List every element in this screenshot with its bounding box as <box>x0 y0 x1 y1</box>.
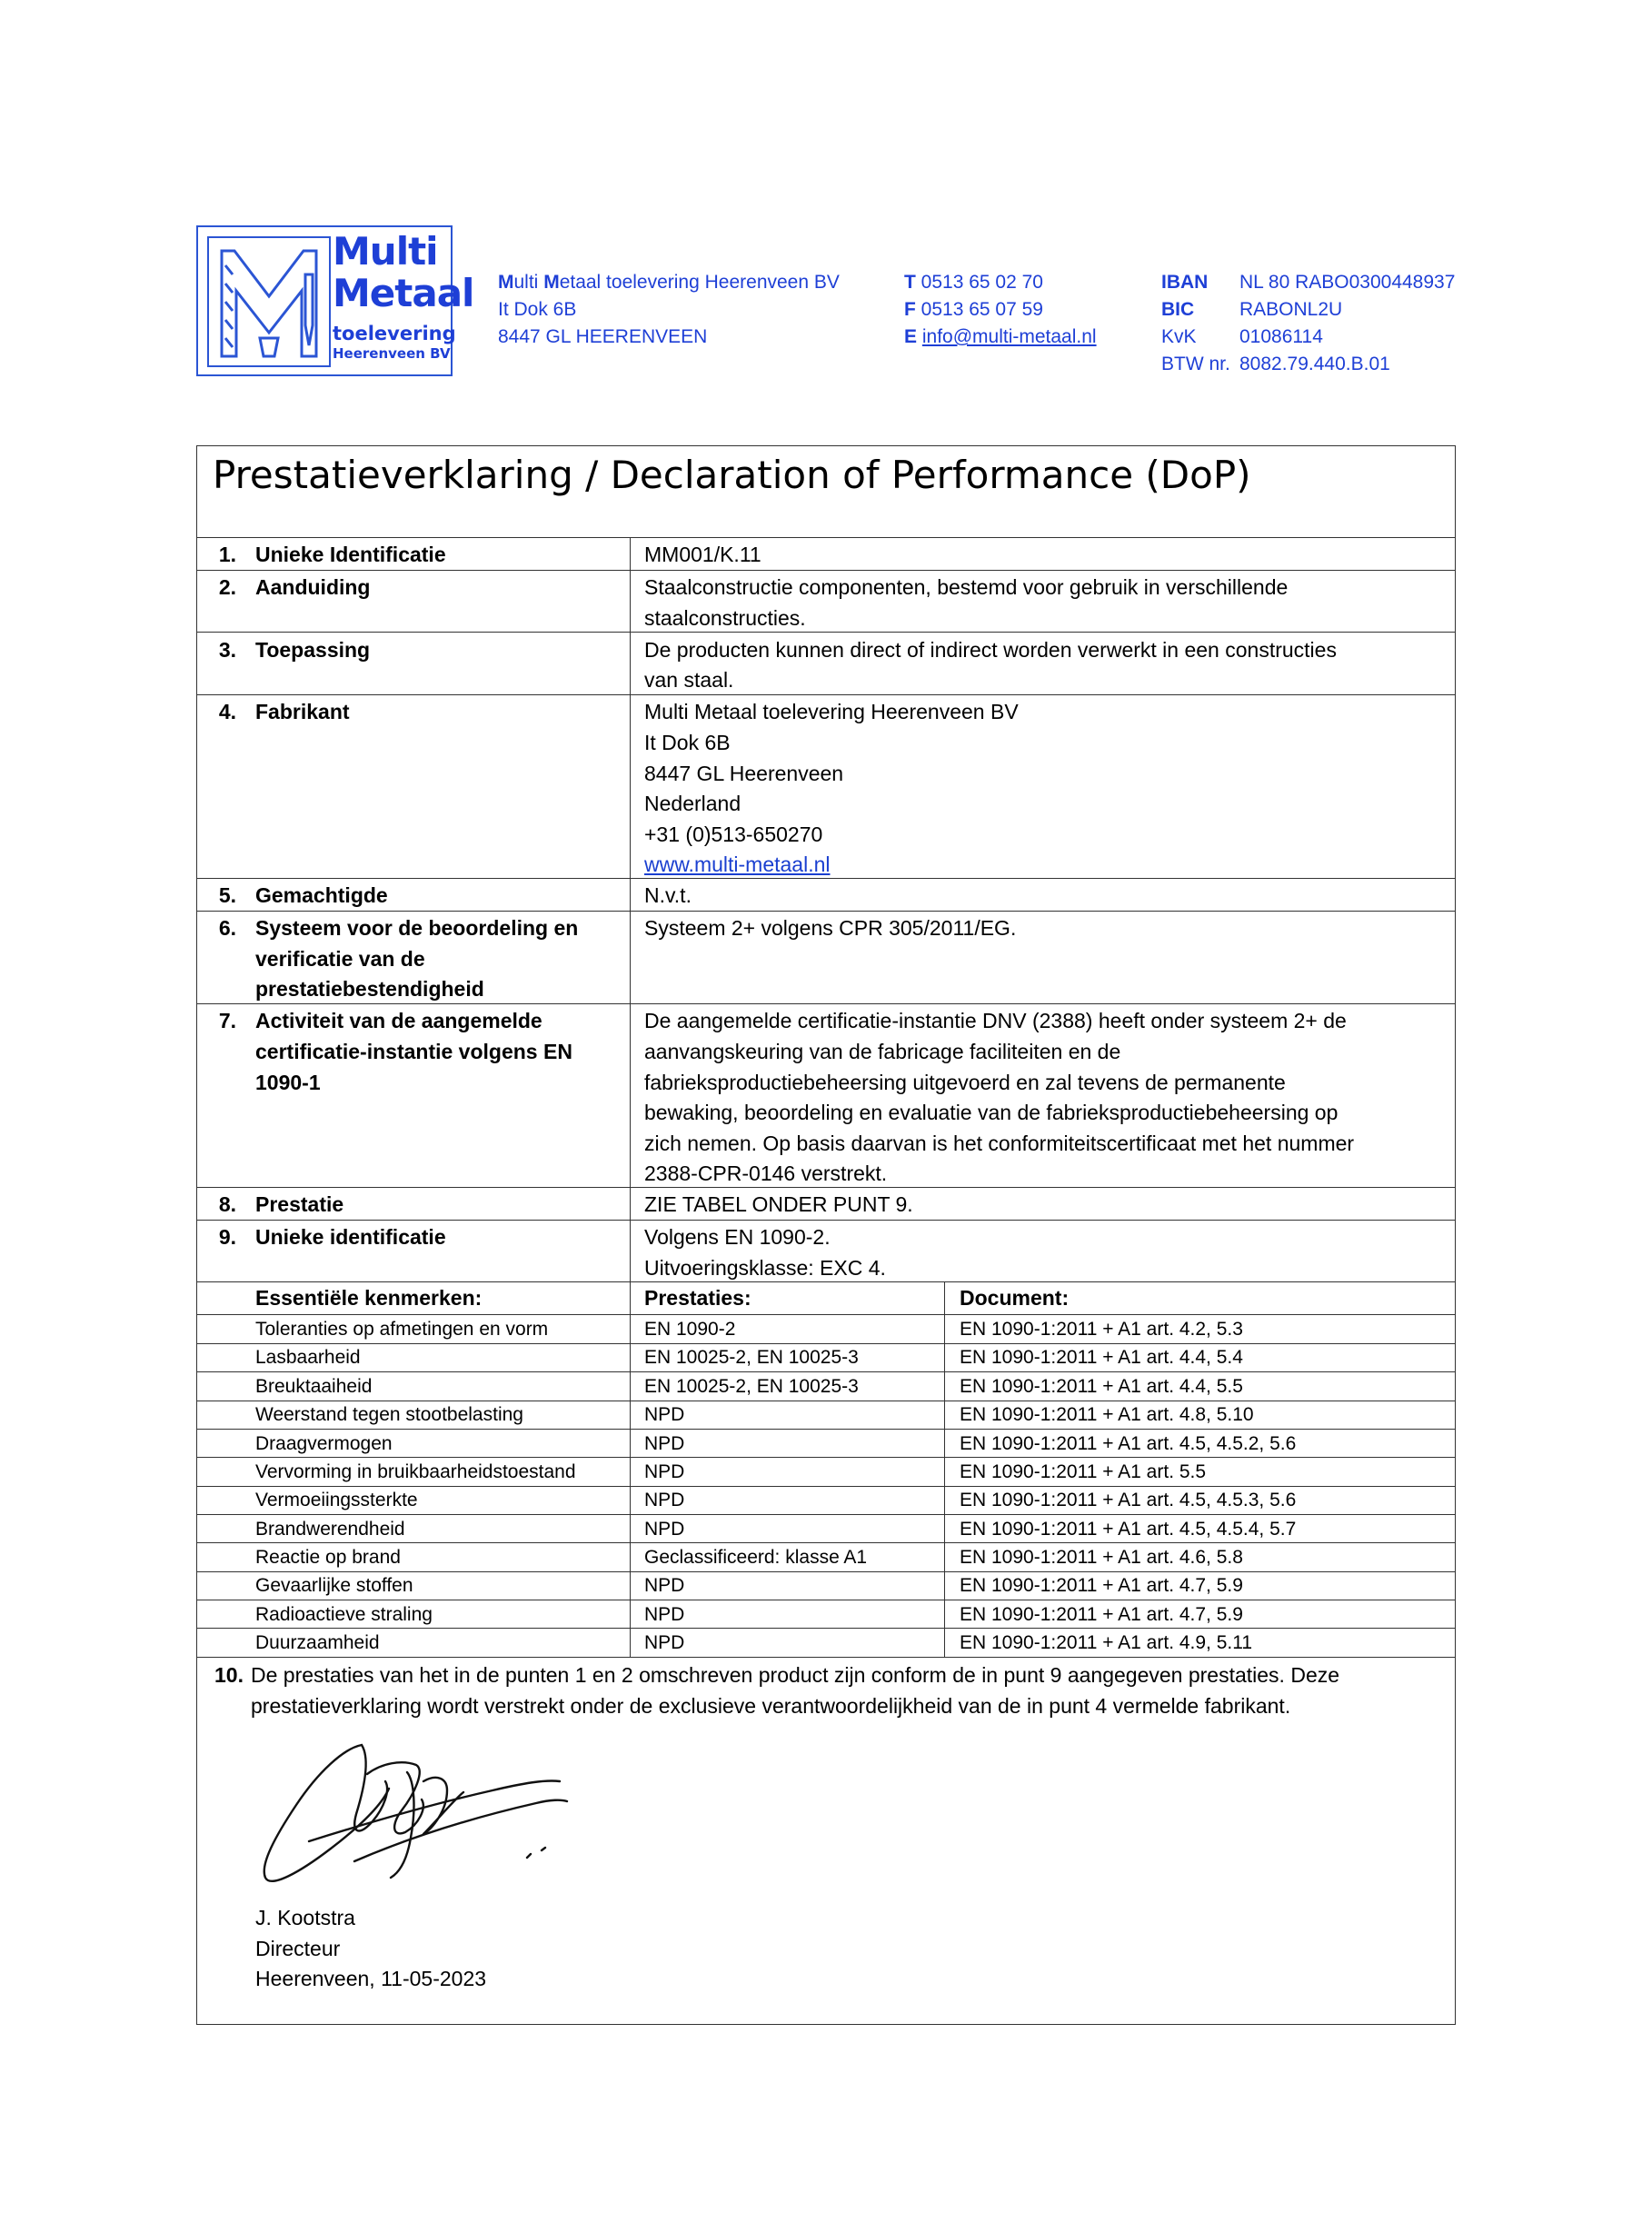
activiteit-text-line5: zich nemen. Op basis daarvan is het conformiteitscertificaat met het nummer <box>644 1131 1355 1155</box>
item-value-aanduiding-line2: staalconstructies. <box>644 606 806 630</box>
item-label-aanduiding: Aanduiding <box>255 575 371 599</box>
logo-line-multi: Multi <box>333 229 438 274</box>
prestatie-cell: NPD <box>644 1490 685 1510</box>
bank-values <box>1239 269 1455 378</box>
document-cell: EN 1090-1:2011 + A1 art. 4.5, 4.5.2, 5.6 <box>960 1433 1297 1454</box>
document-cell: EN 1090-1:2011 + A1 art. 4.7, 5.9 <box>960 1604 1243 1625</box>
kenmerk-cell: Vervorming in bruikbaarheidstoestand <box>255 1461 576 1482</box>
divider <box>196 694 1456 695</box>
item-label-toepassing: Toepassing <box>255 638 371 662</box>
kvk-label: KvK <box>1161 326 1197 347</box>
btw-value: 8082.79.440.B.01 <box>1239 354 1390 374</box>
handwritten-signature <box>254 1727 572 1899</box>
signer-name: J. Kootstra <box>255 1906 355 1929</box>
company-name: Multi Metaal toelevering Heerenveen BV <box>498 272 840 293</box>
item-value-toepassing-line2: van staal. <box>644 668 734 692</box>
table-header-document: Document: <box>960 1286 1070 1310</box>
item-value-gemachtigde: N.v.t. <box>644 883 692 907</box>
item-number: 9. <box>218 1225 236 1249</box>
item-value-aanduiding-line1: Staalconstructie componenten, bestemd voor gebruik in verschillende <box>644 575 1289 599</box>
table-header-prestaties: Prestaties: <box>644 1286 751 1310</box>
item-value-systeem: Systeem 2+ volgens CPR 305/2011/EG. <box>644 916 1017 940</box>
prestatie-cell: EN 1090-2 <box>644 1319 736 1340</box>
document-cell: EN 1090-1:2011 + A1 art. 4.6, 5.8 <box>960 1547 1243 1568</box>
prestatie-cell: EN 10025-2, EN 10025-3 <box>644 1347 859 1368</box>
item-label-activiteit-line2: certificatie-instantie volgens EN <box>255 1040 572 1063</box>
email-line: E info@multi-metaal.nl <box>904 326 1097 347</box>
item-label-activiteit-line1: Activiteit van de aangemelde <box>255 1009 542 1032</box>
table-header-kenmerken: Essentiële kenmerken: <box>255 1286 483 1310</box>
kenmerk-cell: Draagvermogen <box>255 1433 393 1454</box>
column-divider <box>630 1314 631 1657</box>
company-city: 8447 GL HEERENVEEN <box>498 326 708 347</box>
divider <box>196 537 1456 538</box>
item-label-prestatie: Prestatie <box>255 1192 344 1216</box>
company-contact <box>904 269 1097 351</box>
divider <box>196 570 1456 571</box>
signing-place-date: Heerenveen, 11-05-2023 <box>255 1967 487 1990</box>
document-cell: EN 1090-1:2011 + A1 art. 4.4, 5.5 <box>960 1376 1243 1397</box>
activiteit-text-line1: De aangemelde certificatie-instantie DNV (2388) heeft onder systeem 2+ de <box>644 1009 1347 1032</box>
conformity-statement-line1: De prestaties van het in de punten 1 en 2 omschreven product zijn conform de in punt 9 aangegeven prestaties. Deze <box>251 1663 1340 1687</box>
signer-role: Directeur <box>255 1937 341 1960</box>
fabrikant-website-link[interactable]: www.multi-metaal.nl <box>644 852 831 876</box>
kenmerk-cell: Weerstand tegen stootbelasting <box>255 1404 523 1425</box>
item-label-gemachtigde: Gemachtigde <box>255 883 388 907</box>
item-number: 8. <box>218 1192 236 1216</box>
company-street: It Dok 6B <box>498 299 577 320</box>
item-number: 5. <box>218 883 236 907</box>
kenmerk-cell: Vermoeiingssterkte <box>255 1490 418 1510</box>
divider <box>196 1657 1456 1658</box>
prestatie-cell: NPD <box>644 1461 685 1482</box>
prestatie-cell: NPD <box>644 1404 685 1425</box>
item-value-toepassing-line1: De producten kunnen direct of indirect worden verwerkt in een constructies <box>644 638 1337 662</box>
conformity-statement-line2: prestatieverklaring wordt verstrekt onder de exclusieve verantwoordelijkheid van de in punt 4 vermelde fabrikant. <box>251 1694 1291 1718</box>
bic-label: BIC <box>1161 299 1195 320</box>
phone-line: T 0513 65 02 70 <box>904 272 1043 293</box>
item-label-activiteit-line3: 1090-1 <box>255 1071 321 1094</box>
prestatie-cell: Geclassificeerd: klasse A1 <box>644 1547 868 1568</box>
kenmerk-cell: Breuktaaiheid <box>255 1376 373 1397</box>
item-number: 4. <box>218 700 236 723</box>
item-value-uitvoeringsklasse: Uitvoeringsklasse: EXC 4. <box>644 1256 886 1280</box>
item-number: 6. <box>218 916 236 940</box>
logo-line-heerenveen: Heerenveen BV <box>333 345 451 362</box>
fax-line: F 0513 65 07 59 <box>904 299 1043 320</box>
logo-wordmark <box>333 229 474 373</box>
document-cell: EN 1090-1:2011 + A1 art. 4.8, 5.10 <box>960 1404 1254 1425</box>
logo-line-metaal: Metaal <box>333 271 474 315</box>
item-label-unieke-identificatie: Unieke Identificatie <box>255 543 446 566</box>
kenmerk-cell: Lasbaarheid <box>255 1347 361 1368</box>
document-title: Prestatieverklaring / Declaration of Performance (DoP) <box>213 453 1251 497</box>
activiteit-text-line3: fabrieksproductiebeheersing uitgevoerd en zal tevens de permanente <box>644 1071 1286 1094</box>
activiteit-text-line6: 2388-CPR-0146 verstrekt. <box>644 1161 888 1185</box>
item-number: 2. <box>218 575 236 599</box>
email-link[interactable]: info@multi-metaal.nl <box>921 326 1097 347</box>
activiteit-text-line2: aanvangskeuring van de fabricage faciliteiten en de <box>644 1040 1121 1063</box>
kenmerk-cell: Radioactieve straling <box>255 1604 433 1625</box>
column-divider <box>944 1281 945 1657</box>
item-label-systeem-line3: prestatiebestendigheid <box>255 977 484 1001</box>
kvk-value: 01086114 <box>1239 326 1323 347</box>
fabrikant-street: It Dok 6B <box>644 731 731 754</box>
fabrikant-city: 8447 GL Heerenveen <box>644 762 844 785</box>
kenmerk-cell: Brandwerendheid <box>255 1519 405 1540</box>
item-number: 10. <box>214 1663 244 1687</box>
bic-value: RABONL2U <box>1239 299 1343 320</box>
divider <box>196 632 1456 633</box>
logo-mark-icon <box>207 236 331 367</box>
column-divider <box>630 537 631 1314</box>
divider <box>196 1220 1456 1221</box>
logo-line-toelevering: toelevering <box>333 323 456 344</box>
item-label-fabrikant: Fabrikant <box>255 700 350 723</box>
iban-value: NL 80 RABO0300448937 <box>1239 272 1456 293</box>
prestatie-cell: NPD <box>644 1604 685 1625</box>
prestatie-cell: NPD <box>644 1519 685 1540</box>
kenmerk-cell: Reactie op brand <box>255 1547 401 1568</box>
document-cell: EN 1090-1:2011 + A1 art. 4.4, 5.4 <box>960 1347 1243 1368</box>
prestatie-cell: NPD <box>644 1575 685 1596</box>
item-value-volgens: Volgens EN 1090-2. <box>644 1225 831 1249</box>
document-cell: EN 1090-1:2011 + A1 art. 4.2, 5.3 <box>960 1319 1243 1340</box>
document-cell: EN 1090-1:2011 + A1 art. 4.7, 5.9 <box>960 1575 1243 1596</box>
kenmerk-cell: Gevaarlijke stoffen <box>255 1575 413 1596</box>
item-number: 1. <box>218 543 236 566</box>
document-cell: EN 1090-1:2011 + A1 art. 4.9, 5.11 <box>960 1632 1253 1653</box>
item-number: 7. <box>218 1009 236 1032</box>
document-cell: EN 1090-1:2011 + A1 art. 5.5 <box>960 1461 1207 1482</box>
fabrikant-name: Multi Metaal toelevering Heerenveen BV <box>644 700 1019 723</box>
item-label-systeem-line2: verificatie van de <box>255 947 425 971</box>
item-value-prestatie: ZIE TABEL ONDER PUNT 9. <box>644 1192 913 1216</box>
item-label-unieke-identificatie-9: Unieke identificatie <box>255 1225 446 1249</box>
prestatie-cell: EN 10025-2, EN 10025-3 <box>644 1376 859 1397</box>
kenmerk-cell: Duurzaamheid <box>255 1632 380 1653</box>
kenmerk-cell: Toleranties op afmetingen en vorm <box>255 1319 549 1340</box>
fabrikant-phone: +31 (0)513-650270 <box>644 822 823 846</box>
company-address <box>498 269 840 351</box>
item-value-identificatie: MM001/K.11 <box>644 543 761 566</box>
bank-labels <box>1161 269 1252 378</box>
divider <box>196 911 1456 912</box>
item-label-systeem-line1: Systeem voor de beoordeling en <box>255 916 579 940</box>
btw-label: BTW nr. <box>1161 354 1230 374</box>
company-logo <box>196 225 474 376</box>
prestatie-cell: NPD <box>644 1433 685 1454</box>
document-cell: EN 1090-1:2011 + A1 art. 4.5, 4.5.4, 5.7 <box>960 1519 1297 1540</box>
fabrikant-country: Nederland <box>644 792 741 815</box>
item-number: 3. <box>218 638 236 662</box>
activiteit-text-line4: bewaking, beoordeling en evaluatie van de fabrieksproductiebeheersing op <box>644 1101 1339 1124</box>
prestatie-cell: NPD <box>644 1632 685 1653</box>
document-cell: EN 1090-1:2011 + A1 art. 4.5, 4.5.3, 5.6 <box>960 1490 1297 1510</box>
iban-label: IBAN <box>1161 272 1209 293</box>
